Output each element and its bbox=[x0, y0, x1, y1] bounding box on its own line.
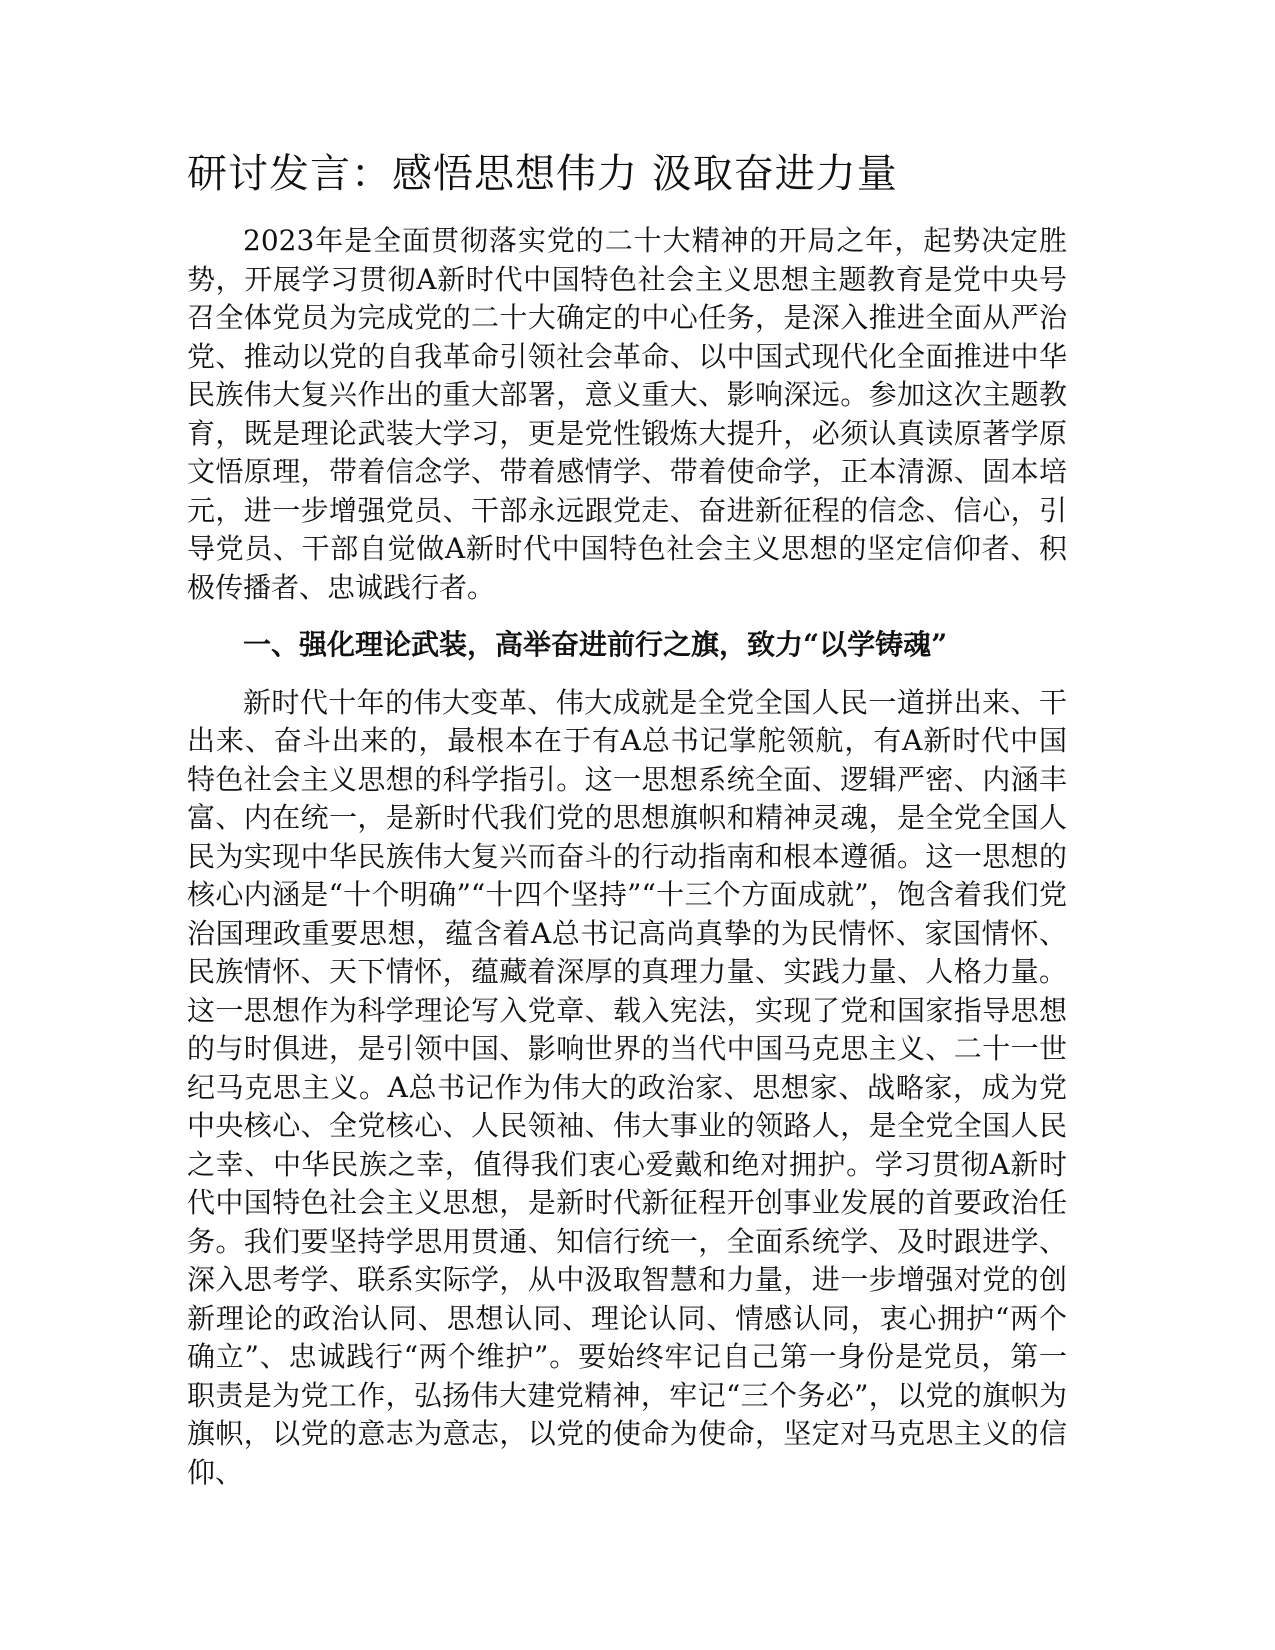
document-title: 研讨发言：感悟思想伟力 汲取奋进力量 bbox=[187, 151, 898, 197]
intro-paragraph: 2023年是全面贯彻落实党的二十大精神的开局之年，起势决定胜势，开展学习贯彻A新时代中国特色社会主义思想主题教育是党中央号召全体党员为完成党的二十大确定的中心任务，是深入推进全面从严治党、推动以党的自我革命引领社会革命、以中国式现代化全面推进中华民族伟大复兴作出的重大部署，意义重大、影响深远。参加这次主题教育，既是理论武装大学习，更是党性锻炼大提升，必须认真读原著学原文悟原理，带着信念学、带着感情学、带着使命学，正本清源、固本培元，进一步增强党员、干部永远跟党走、奋进新征程的信念、信心，引导党员、干部自觉做A新时代中国特色社会主义思想的坚定信仰者、积极传播者、忠诚践行者。 bbox=[187, 224, 1067, 604]
document-body bbox=[187, 148, 1067, 1492]
section-heading: 一、强化理论武装，高举奋进前行之旗，致力“以学铸魂” bbox=[243, 628, 948, 661]
body-paragraph: 新时代十年的伟大变革、伟大成就是全党全国人民一道拼出来、干出来、奋斗出来的，最根本在于有A总书记掌舵领航，有A新时代中国特色社会主义思想的科学指引。这一思想系统全面、逻辑严密、内涵丰富、内在统一，是新时代我们党的思想旗帜和精神灵魂，是全党全国人民为实现中华民族伟大复兴而奋斗的行动指南和根本遵循。这一思想的核心内涵是“十个明确”“十四个坚持”“十三个方面成就”，饱含着我们党治国理政重要思想，蕴含着A总书记高尚真挚的为民情怀、家国情怀、民族情怀、天下情怀，蕴藏着深厚的真理力量、实践力量、人格力量。这一思想作为科学理论写入党章、载入宪法，实现了党和国家指导思想的与时俱进，是引领中国、影响世界的当代中国马克思主义、二十一世纪马克思主义。A总书记作为伟大的政治家、思想家、战略家，成为党中央核心、全党核心、人民领袖、伟大事业的领路人，是全党全国人民之幸、中华民族之幸，值得我们衷心爱戴和绝对拥护。学习贯彻A新时代中国特色社会主义思想，是新时代新征程开创事业发展的首要政治任务。我们要坚持学思用贯通、知信行统一，全面系统学、及时跟进学、深入思考学、联系实际学，从中汲取智慧和力量，进一步增强对党的创新理论的政治认同、思想认同、理论认同、情感认同，衷心拥护“两个确立”、忠诚践行“两个维护”。要始终牢记自己第一身份是党员，第一职责是为党工作，弘扬伟大建党精神，牢记“三个务必”，以党的旗帜为旗帜，以党的意志为意志，以党的使命为使命，坚定对马克思主义的信仰、 bbox=[187, 685, 1067, 1489]
